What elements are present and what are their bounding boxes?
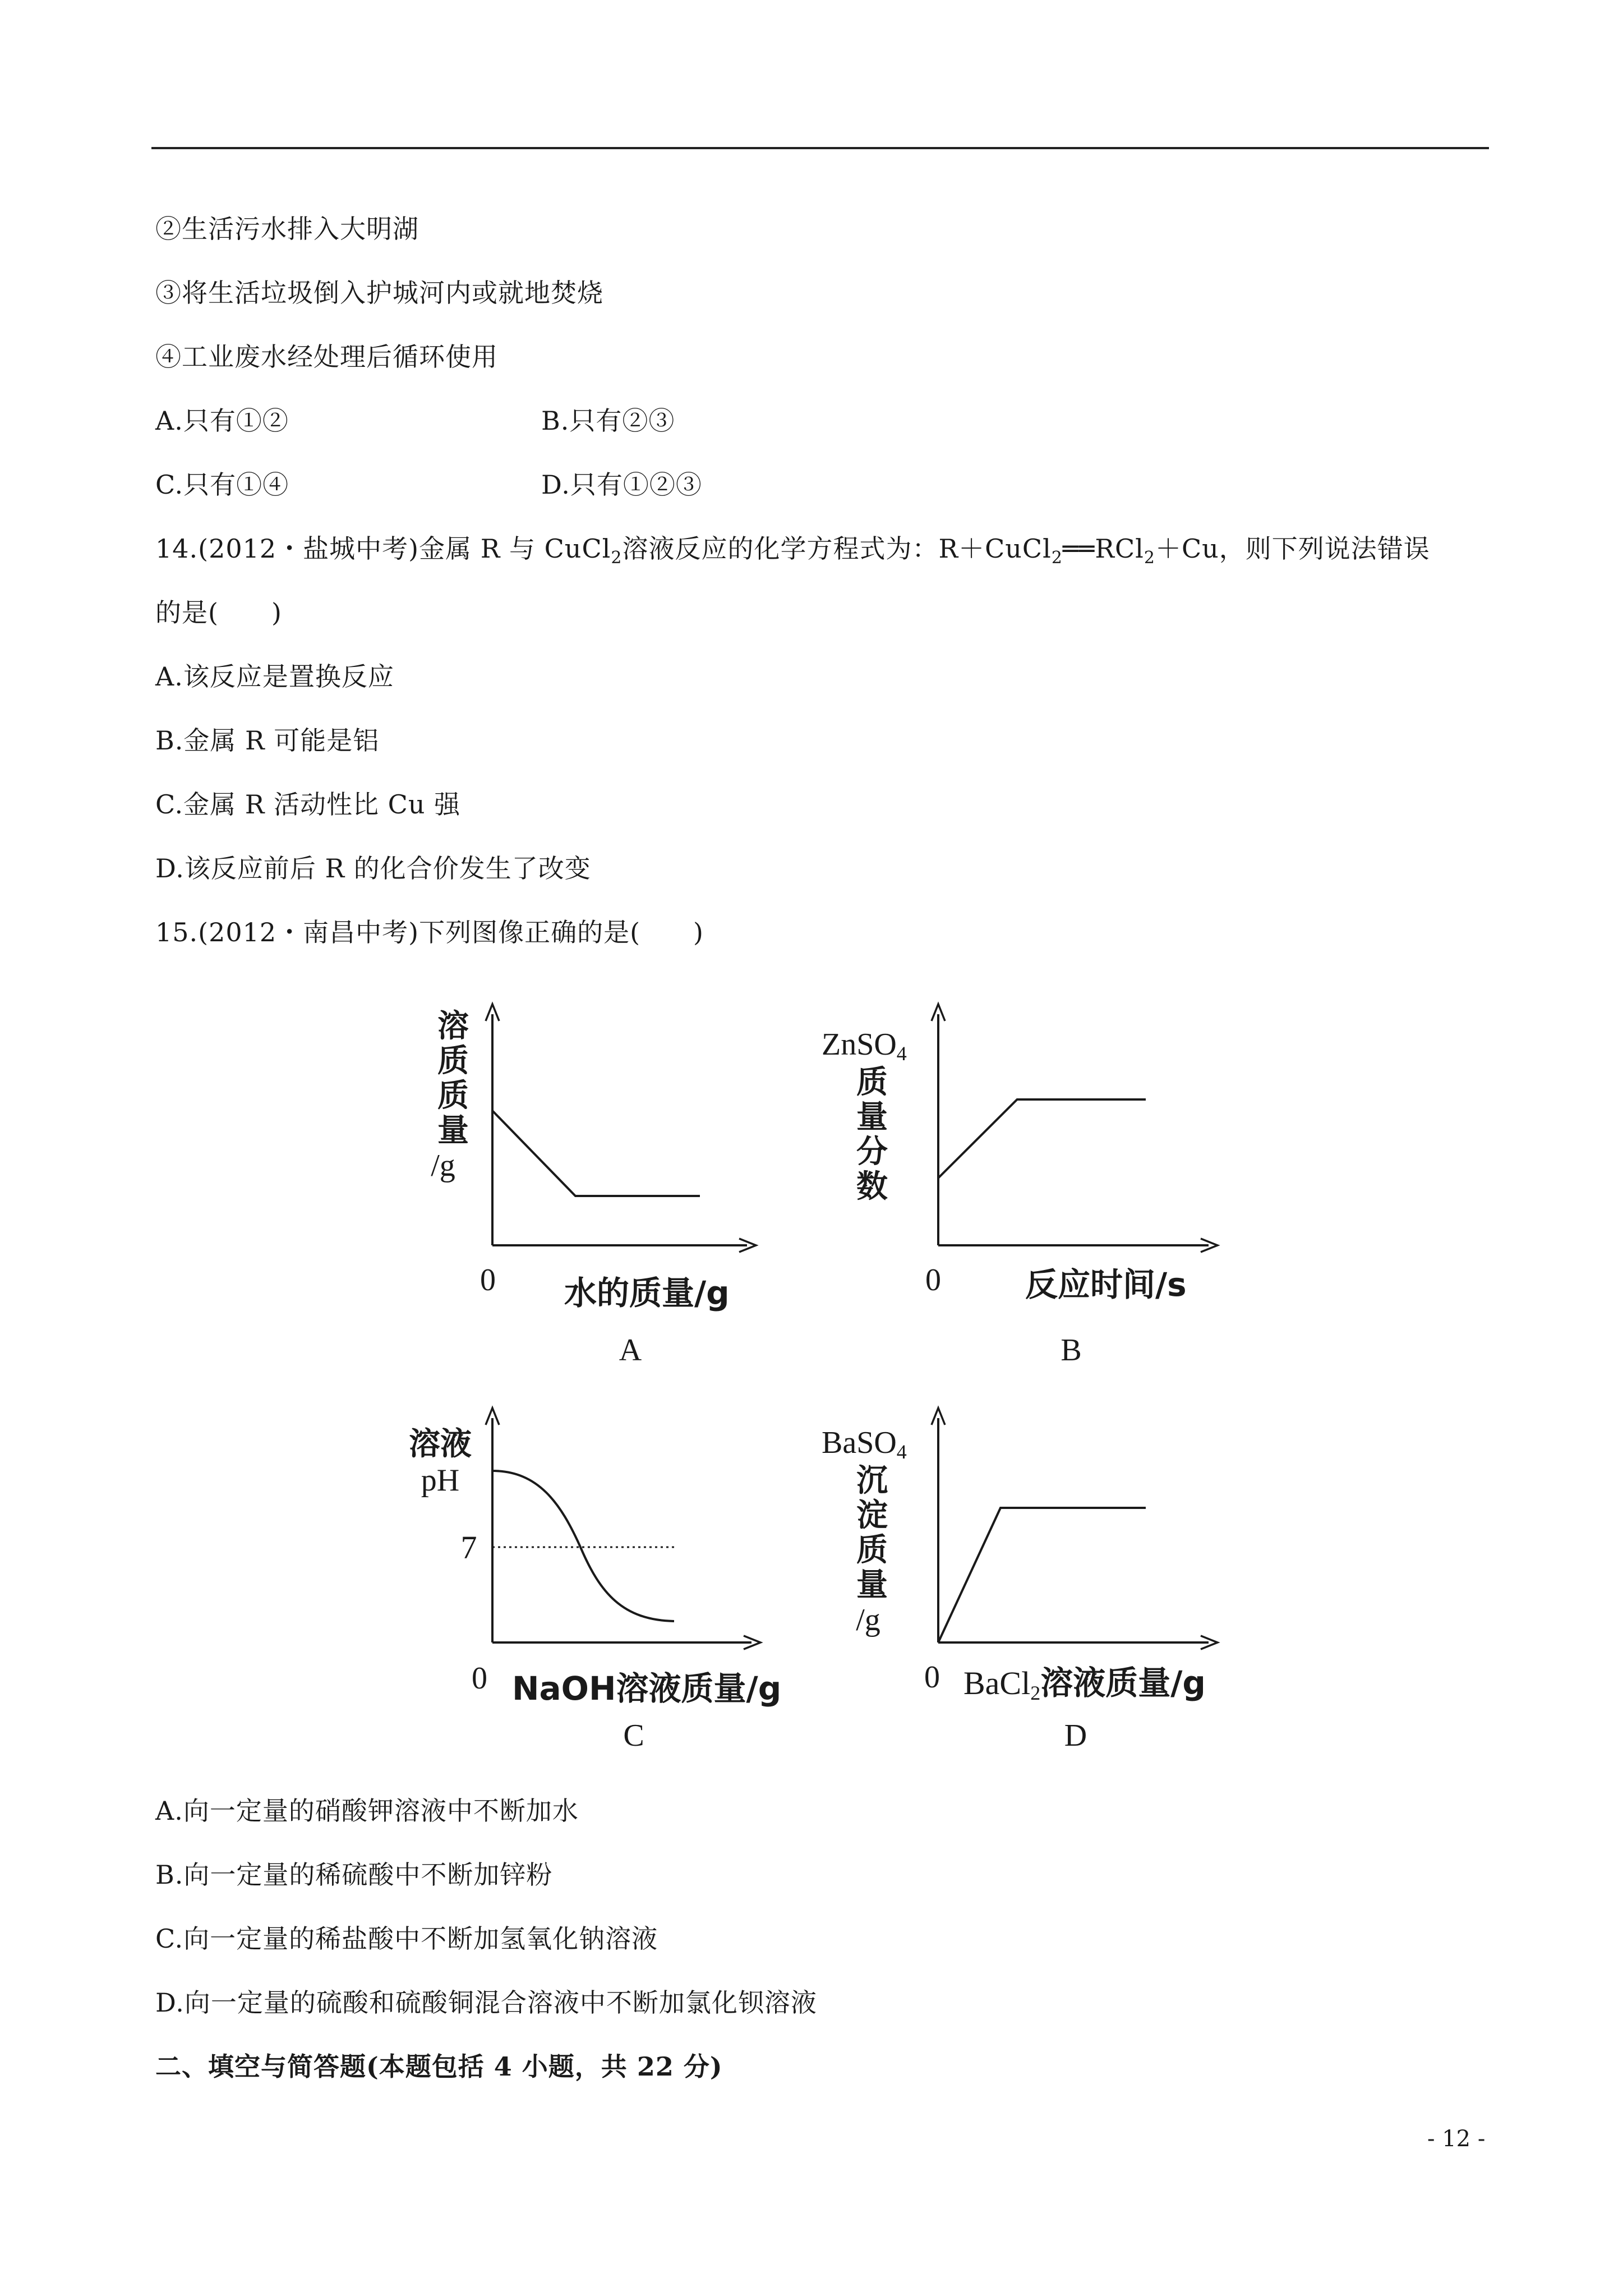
chart-a-ylabel-2: 质 <box>437 1043 469 1079</box>
chart-a <box>431 1004 756 1368</box>
chart-b-formula-main: ZnSO <box>822 1027 897 1062</box>
q15-stem: 15.(2012・南昌中考)下列图像正确的是( ) <box>155 917 704 947</box>
q14-equation-sign: ══ <box>1062 533 1095 564</box>
chart-d-ylabel-formula <box>822 1425 907 1463</box>
q15-option-a[interactable]: A.向一定量的硝酸钾溶液中不断加水 <box>155 1796 579 1826</box>
chart-b-ylabel-1: 质 <box>856 1064 888 1101</box>
q13-option-d[interactable]: D.只有①②③ <box>541 470 702 500</box>
chart-a-series-line <box>492 1111 700 1196</box>
q14-subscript: 2 <box>1051 548 1063 568</box>
chart-c-ylabel-2: pH <box>421 1463 460 1498</box>
q14-subscript: 2 <box>611 548 623 568</box>
chart-b-xlabel: 反应时间/s <box>1025 1266 1187 1304</box>
q15-option-d[interactable]: D.向一定量的硫酸和硫酸铜混合溶液中不断加氯化钡溶液 <box>155 1987 817 2018</box>
q13-option-a[interactable]: A.只有①② <box>155 406 289 436</box>
chart-b-ylabel-4: 数 <box>856 1168 888 1205</box>
chart-d-ylabel-1: 沉 <box>856 1462 888 1499</box>
q14-option-c[interactable]: C.金属 R 活动性比 Cu 强 <box>155 789 461 820</box>
chart-b-panel-label: B <box>1061 1333 1082 1368</box>
q14-option-a[interactable]: A.该反应是置换反应 <box>155 661 394 692</box>
chart-b <box>822 1004 1218 1368</box>
chart-a-ylabel-3: 质 <box>437 1078 469 1114</box>
page-number: - 12 - <box>1427 2126 1486 2152</box>
q13-option-b[interactable]: B.只有②③ <box>541 406 675 436</box>
section-2-heading: 二、填空与简答题(本题包括 4 小题，共 22 分) <box>155 2051 723 2082</box>
chart-c-origin: 0 <box>472 1661 487 1696</box>
chart-d-xlabel-text: 溶液质量/g <box>1040 1664 1206 1702</box>
q13-option-c[interactable]: C.只有①④ <box>155 470 289 500</box>
q14-stem-part: ＋Cu，则下列说法错误 <box>1155 533 1430 564</box>
chart-b-ylabel-formula <box>822 1027 907 1065</box>
chart-b-series-line <box>938 1099 1146 1178</box>
chart-b-origin: 0 <box>925 1263 941 1297</box>
chart-a-panel-label: A <box>619 1333 642 1368</box>
chart-c-series-line <box>492 1471 674 1621</box>
chart-c <box>409 1408 781 1753</box>
chart-a-xlabel: 水的质量/g <box>564 1274 730 1312</box>
q15-option-c[interactable]: C.向一定量的稀盐酸中不断加氢氧化钠溶液 <box>155 1924 658 1954</box>
q14-option-b[interactable]: B.金属 R 可能是铝 <box>155 725 380 756</box>
chart-d-ylabel-unit: /g <box>856 1603 880 1637</box>
chart-b-ylabel-3: 分 <box>856 1134 888 1170</box>
chart-c-y-tick-7: 7 <box>460 1529 477 1566</box>
chart-a-ylabel-unit: /g <box>431 1148 455 1183</box>
item-4: ④工业废水经处理后循环使用 <box>155 342 498 372</box>
chart-d-ylabel-2: 淀 <box>856 1497 888 1534</box>
chart-c-xlabel: NaOH溶液质量/g <box>512 1669 782 1708</box>
chart-a-origin: 0 <box>480 1263 496 1297</box>
chart-c-panel-label: C <box>623 1718 644 1753</box>
q14-stem-part: 14.(2012・盐城中考)金属 R 与 CuCl <box>155 533 611 564</box>
chart-b-ylabel-2: 量 <box>856 1099 888 1135</box>
q14-option-d[interactable]: D.该反应前后 R 的化合价发生了改变 <box>155 853 591 884</box>
chart-d-formula-subscript: 4 <box>896 1441 907 1463</box>
q14-subscript: 2 <box>1144 548 1155 568</box>
chart-a-ylabel-4: 量 <box>437 1112 469 1149</box>
chart-d-xlabel-formula: BaCl <box>963 1665 1031 1701</box>
chart-c-ylabel-1: 溶液 <box>409 1426 472 1462</box>
chart-d-xlabel <box>963 1664 1206 1704</box>
chart-d-ylabel-3: 质 <box>856 1532 888 1568</box>
item-3: ③将生活垃圾倒入护城河内或就地焚烧 <box>155 278 603 308</box>
q15-option-b[interactable]: B.向一定量的稀硫酸中不断加锌粉 <box>155 1860 553 1890</box>
q14-stem-part: RCl <box>1095 533 1144 564</box>
chart-d-panel-label: D <box>1064 1718 1087 1753</box>
item-2: ②生活污水排入大明湖 <box>155 214 419 244</box>
chart-a-ylabel-1: 溶 <box>437 1008 469 1045</box>
q14-stem-line2: 的是( ) <box>155 597 282 628</box>
chart-d-series-line <box>938 1508 1146 1642</box>
chart-d-origin: 0 <box>924 1660 940 1695</box>
chart-d-xlabel-subscript: 2 <box>1030 1682 1041 1704</box>
chart-d <box>822 1408 1218 1753</box>
chart-b-formula-subscript: 4 <box>896 1042 907 1065</box>
q14-stem-part: 溶液反应的化学方程式为：R＋CuCl <box>622 533 1052 564</box>
chart-d-formula-main: BaSO <box>822 1425 897 1460</box>
chart-d-ylabel-4: 量 <box>856 1567 888 1603</box>
